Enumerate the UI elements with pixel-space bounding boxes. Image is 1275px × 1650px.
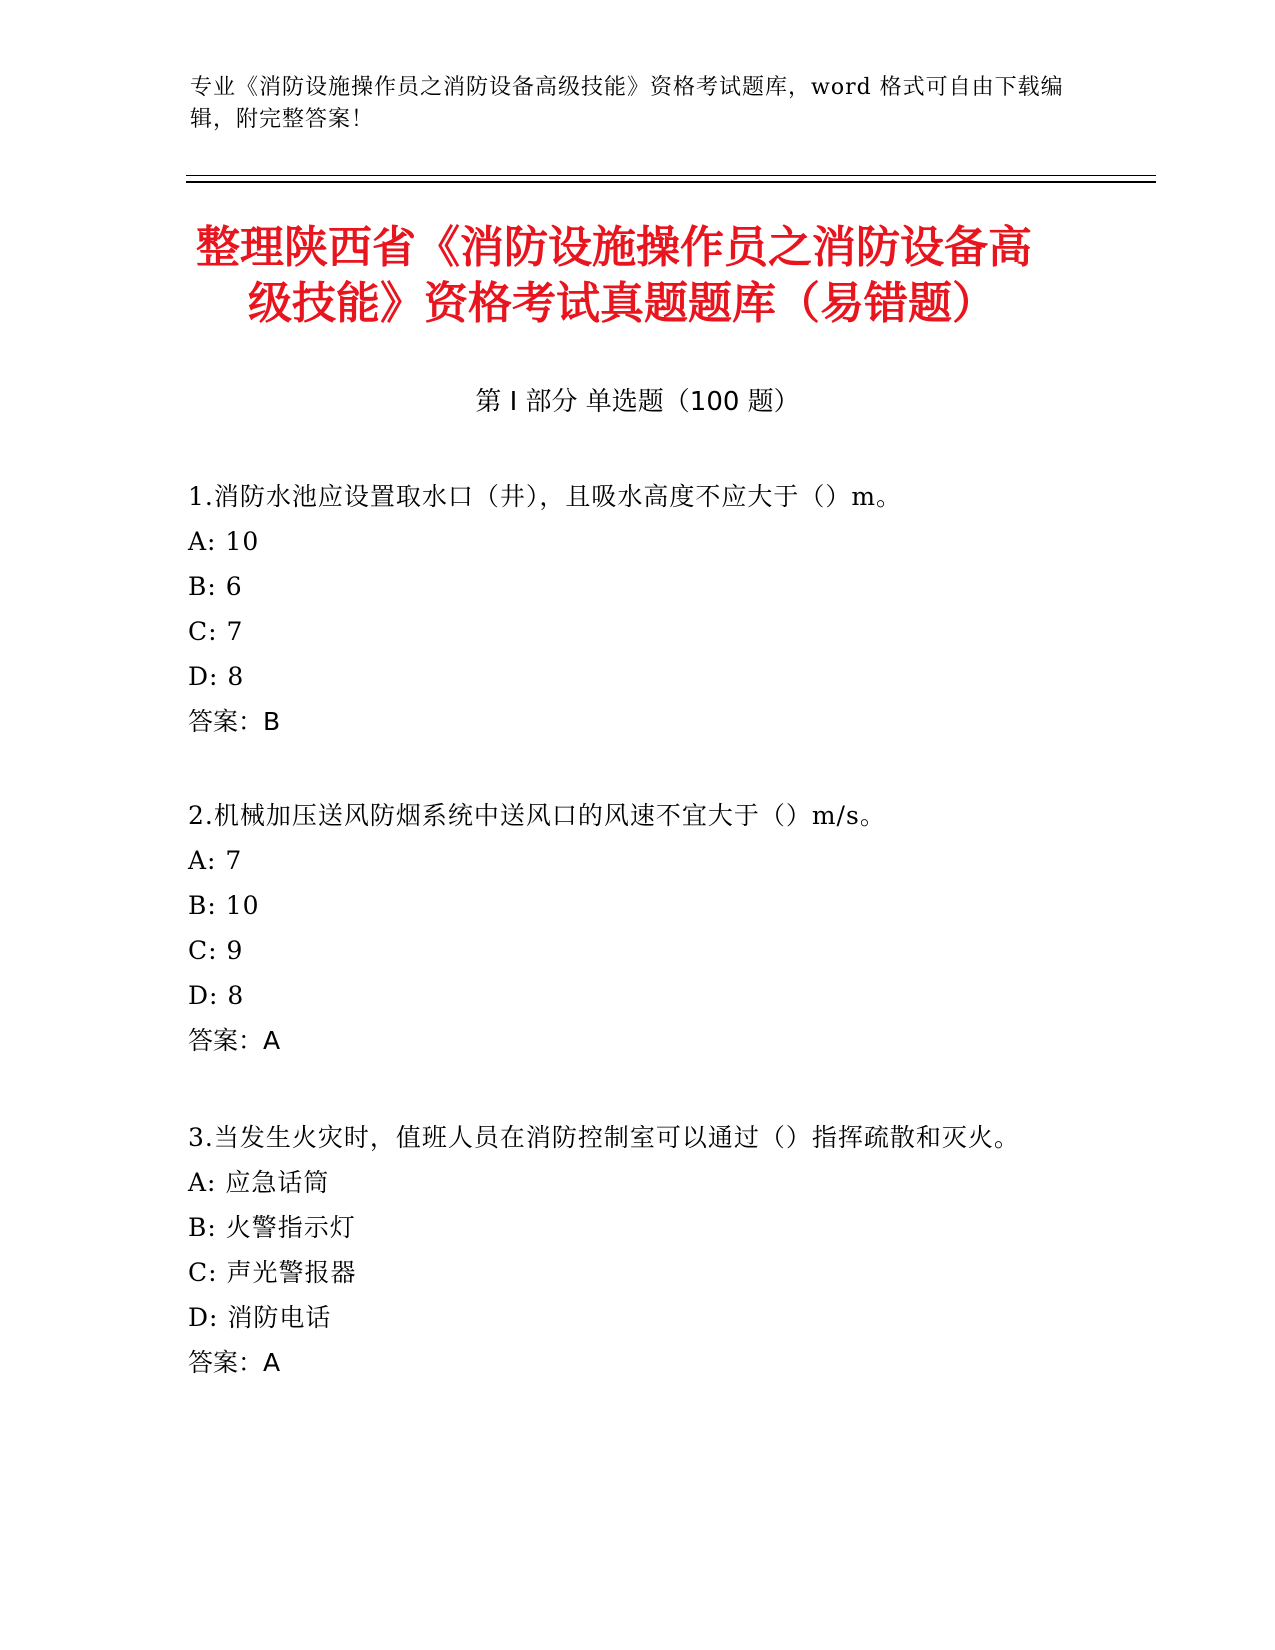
question-item [188,1115,1068,1385]
option-a: A: 应急话筒 [188,1168,330,1197]
question-stem: 1.消防水池应设置取水口（井），且吸水高度不应大于（）m。 [188,482,903,511]
question-stem: 3.当发生火灾时，值班人员在消防控制室可以通过（）指挥疏散和灭火。 [188,1123,1020,1152]
option-b: B: 6 [188,572,243,601]
title-line-1: 整理陕西省《消防设施操作员之消防设备高 [196,222,1032,273]
option-d: D: 消防电话 [188,1303,332,1332]
title-line-2: 级技能》资格考试真题题库（易错题） [248,278,996,329]
question-item [188,474,1068,744]
option-c: C: 7 [188,617,244,646]
option-d: D: 8 [188,662,245,691]
answer: 答案：A [188,1348,281,1377]
option-a: A: 7 [188,846,243,875]
header-note: 专业《消防设施操作员之消防设备高级技能》资格考试题库，word 格式可自由下载编辑，附完整答案！ [190,75,1064,132]
option-c: C: 9 [188,936,244,965]
option-c: C: 声光警报器 [188,1258,357,1287]
option-a: A: 10 [188,527,260,556]
answer: 答案：B [188,707,281,736]
header-divider-thin [186,175,1156,176]
question-item [188,793,1068,1063]
header-divider-thick [186,181,1156,183]
section-heading: 第 I 部分 单选题（100 题） [475,387,800,417]
option-d: D: 8 [188,981,245,1010]
document-title [196,220,1096,332]
option-b: B: 10 [188,891,260,920]
option-b: B: 火警指示灯 [188,1213,356,1242]
answer: 答案：A [188,1026,281,1055]
question-stem: 2.机械加压送风防烟系统中送风口的风速不宜大于（）m/s。 [188,801,886,830]
